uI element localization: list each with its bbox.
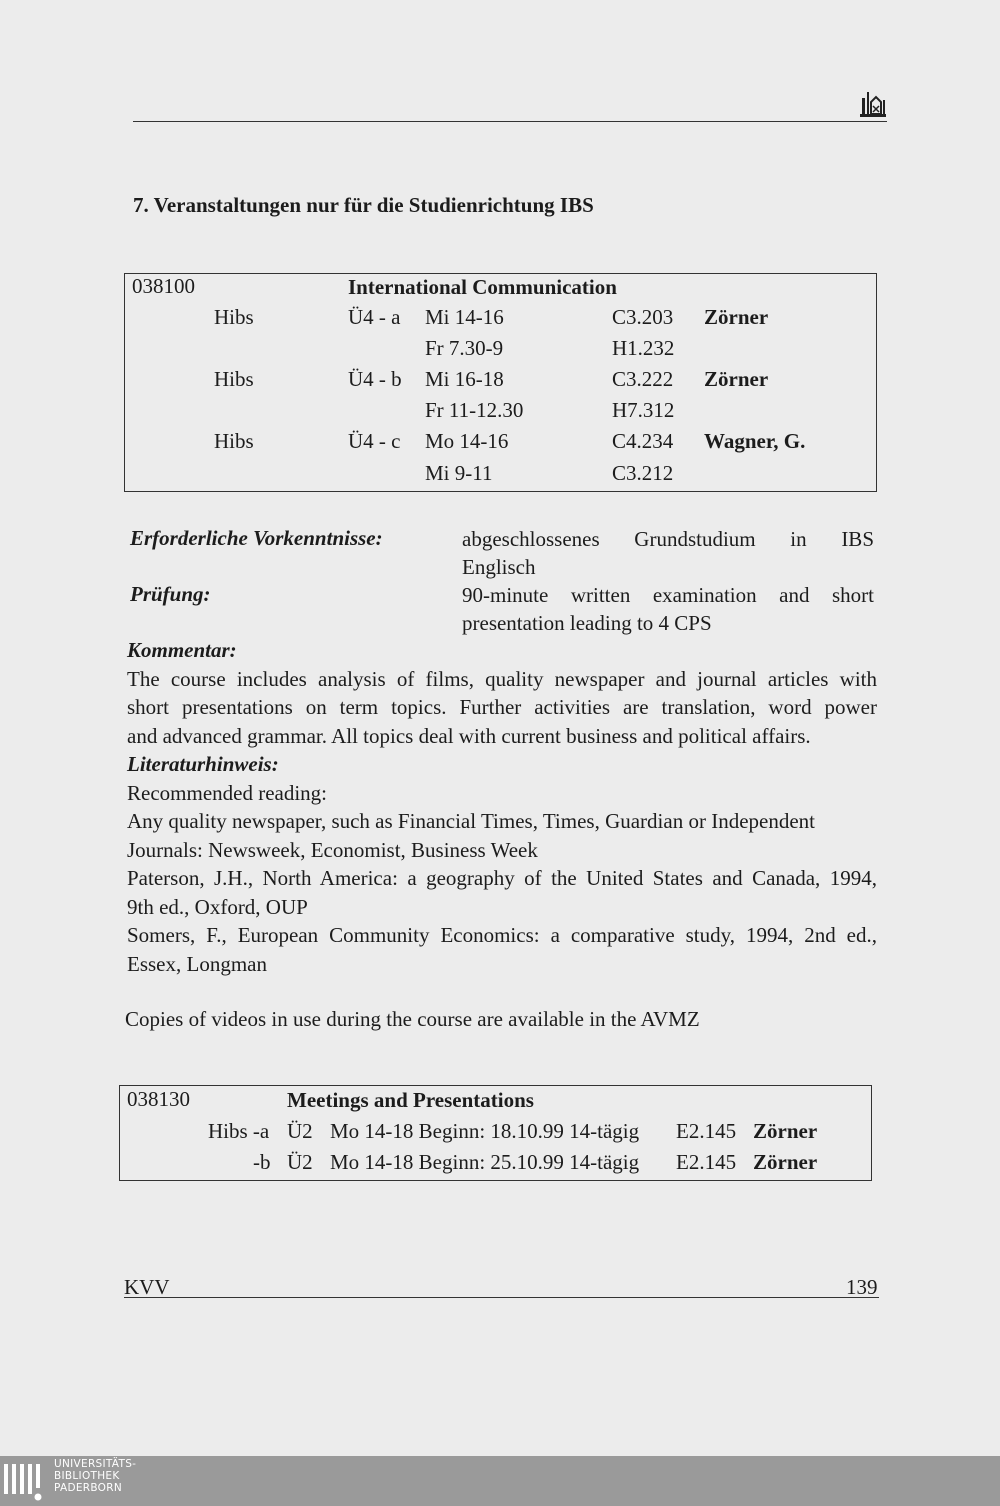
course-number: 038100 [132, 274, 195, 298]
group-cell: Hibs [214, 429, 254, 453]
group-cell: -b [253, 1150, 271, 1174]
literature-line: Paterson, J.H., North America: a geography of the United States and Canada, 1994, [127, 866, 877, 890]
table-row [125, 305, 876, 329]
requirements-line: Englisch [462, 555, 536, 579]
literature-line: 9th ed., Oxford, OUP [127, 894, 308, 919]
type-cell: Ü2 [287, 1150, 313, 1174]
lecturer-cell: Zörner [753, 1150, 818, 1174]
videos-note: Copies of videos in use during the course are available in the AVMZ [125, 1007, 700, 1031]
library-logo-icon [2, 1460, 46, 1504]
room-cell: E2.145 [676, 1119, 737, 1143]
literature-line: Journals: Newsweek, Economist, Business Week [127, 837, 538, 862]
table-row [120, 1119, 871, 1143]
room-cell: H7.312 [612, 398, 675, 422]
lecturer-cell: Zörner [753, 1119, 818, 1143]
literature-label: Literaturhinweis: [127, 752, 279, 776]
library-line: UNIVERSITÄTS- [54, 1458, 137, 1470]
table-row [125, 367, 876, 391]
type-cell: Ü4 - b [348, 367, 402, 391]
literature-line: Recommended reading: [127, 780, 328, 805]
page-number: 139 [846, 1275, 878, 1299]
library-line: BIBLIOTHEK [54, 1470, 120, 1482]
commentary-label: Kommentar: [127, 638, 237, 662]
table-row [120, 1150, 871, 1174]
time-cell: Fr 7.30-9 [425, 336, 504, 360]
room-cell: C3.222 [612, 367, 674, 391]
course-box-038130 [119, 1085, 872, 1181]
room-cell: H1.232 [612, 336, 675, 360]
commentary-line: and advanced grammar. All topics deal with current business and political affairs. [127, 723, 811, 748]
commentary-line: The course includes analysis of films, quality newspaper and journal articles with [127, 666, 877, 691]
requirements-label: Erforderliche Vorkenntnisse: [130, 526, 383, 550]
lecturer-cell: Wagner, G. [704, 429, 806, 453]
group-cell: Hibs [214, 305, 254, 329]
course-number: 038130 [127, 1087, 190, 1111]
literature-line: Somers, F., European Community Economics: a comparative study, 1994, 2nd ed., [127, 923, 877, 947]
group-cell: Hibs -a [208, 1119, 270, 1143]
footer-rule [124, 1297, 879, 1298]
room-cell: E2.145 [676, 1150, 737, 1174]
literature-line: Any quality newspaper, such as Financial Times, Times, Guardian or Independent [127, 809, 815, 833]
header-rule [133, 121, 887, 122]
section-heading: 7. Veranstaltungen nur für die Studienrichtung IBS [133, 193, 594, 217]
table-row [125, 398, 876, 422]
commentary-block [127, 636, 877, 978]
table-row [125, 429, 876, 453]
exam-line: presentation leading to 4 CPS [462, 611, 712, 635]
group-cell: Hibs [214, 367, 254, 391]
type-cell: Ü4 - a [348, 305, 401, 329]
exam-value [462, 581, 874, 637]
requirements-value [462, 525, 874, 581]
library-watermark-bar [0, 1456, 1000, 1506]
exam-label: Prüfung: [130, 582, 211, 606]
room-cell: C4.234 [612, 429, 674, 453]
table-row [125, 461, 876, 485]
literature-line: Essex, Longman [127, 951, 267, 976]
time-cell: Fr 11-12.30 [425, 398, 524, 422]
time-cell: Mi 9-11 [425, 461, 493, 485]
commentary-line: short presentations on term topics. Further activities are translation, word power [127, 695, 877, 719]
room-cell: C3.212 [612, 461, 674, 485]
time-cell: Mi 14-16 [425, 305, 504, 329]
course-box-038100 [124, 273, 877, 492]
exam-line: 90-minute written examination and short [462, 583, 874, 607]
course-title: International Communication [348, 275, 617, 299]
time-cell: Mo 14-16 [425, 429, 509, 453]
lecturer-cell: Zörner [704, 367, 769, 391]
type-cell: Ü2 [287, 1119, 313, 1143]
requirements-line: abgeschlossenes Grundstudium in IBS [462, 527, 874, 551]
library-crest-icon [858, 88, 888, 118]
type-cell: Ü4 - c [348, 429, 401, 453]
table-row [125, 336, 876, 360]
library-line: PADERBORN [54, 1482, 122, 1494]
library-name [54, 1458, 136, 1494]
time-cell: Mi 16-18 [425, 367, 504, 391]
room-cell: C3.203 [612, 305, 674, 329]
details-cell: Mo 14-18 Beginn: 25.10.99 14-tägig [330, 1150, 640, 1174]
lecturer-cell: Zörner [704, 305, 769, 329]
details-cell: Mo 14-18 Beginn: 18.10.99 14-tägig [330, 1119, 640, 1143]
footer-label: KVV [124, 1275, 170, 1299]
course-title: Meetings and Presentations [287, 1088, 534, 1112]
